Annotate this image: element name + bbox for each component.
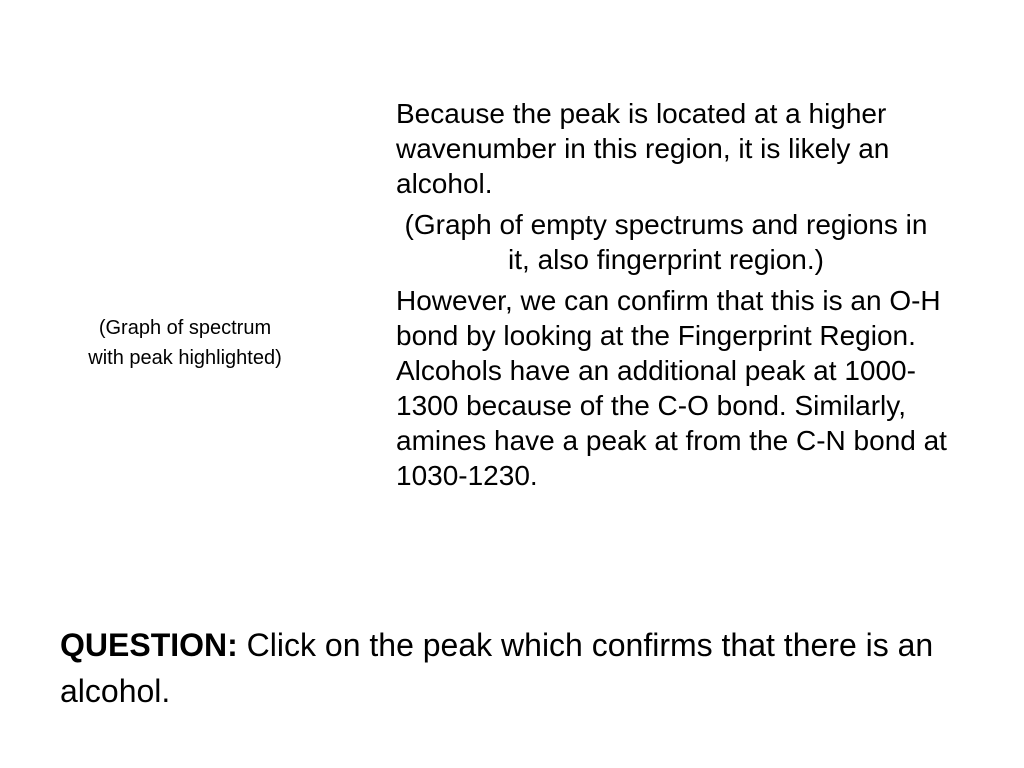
alcohol-explanation-paragraph: Because the peak is located at a higher wavenumber in this region, it is likely an alcohol. <box>396 98 890 199</box>
empty-spectrum-graph-placeholder: (Graph of empty spectrums and regions in it, also fingerprint region.) <box>404 209 928 275</box>
fingerprint-region-paragraph: However, we can confirm that this is an O-H bond by looking at the Fingerprint Region. Alcohols have an additional peak at 1000-1300 because of the C-O bond. Similarly, amines have a peak at from the C-N bond at 1030-1230. <box>396 285 947 491</box>
question-text: Click on the peak which confirms that there is an alcohol. <box>60 627 934 709</box>
spectrum-caption-line-1: (Graph of spectrum <box>98 317 272 339</box>
question-label: QUESTION: <box>60 627 238 663</box>
spectrum-caption-line-2: with peak highlighted) <box>88 347 282 369</box>
question-prompt <box>60 622 980 714</box>
explanation-text <box>396 96 966 493</box>
spectrum-graph-placeholder[interactable] <box>40 313 330 373</box>
